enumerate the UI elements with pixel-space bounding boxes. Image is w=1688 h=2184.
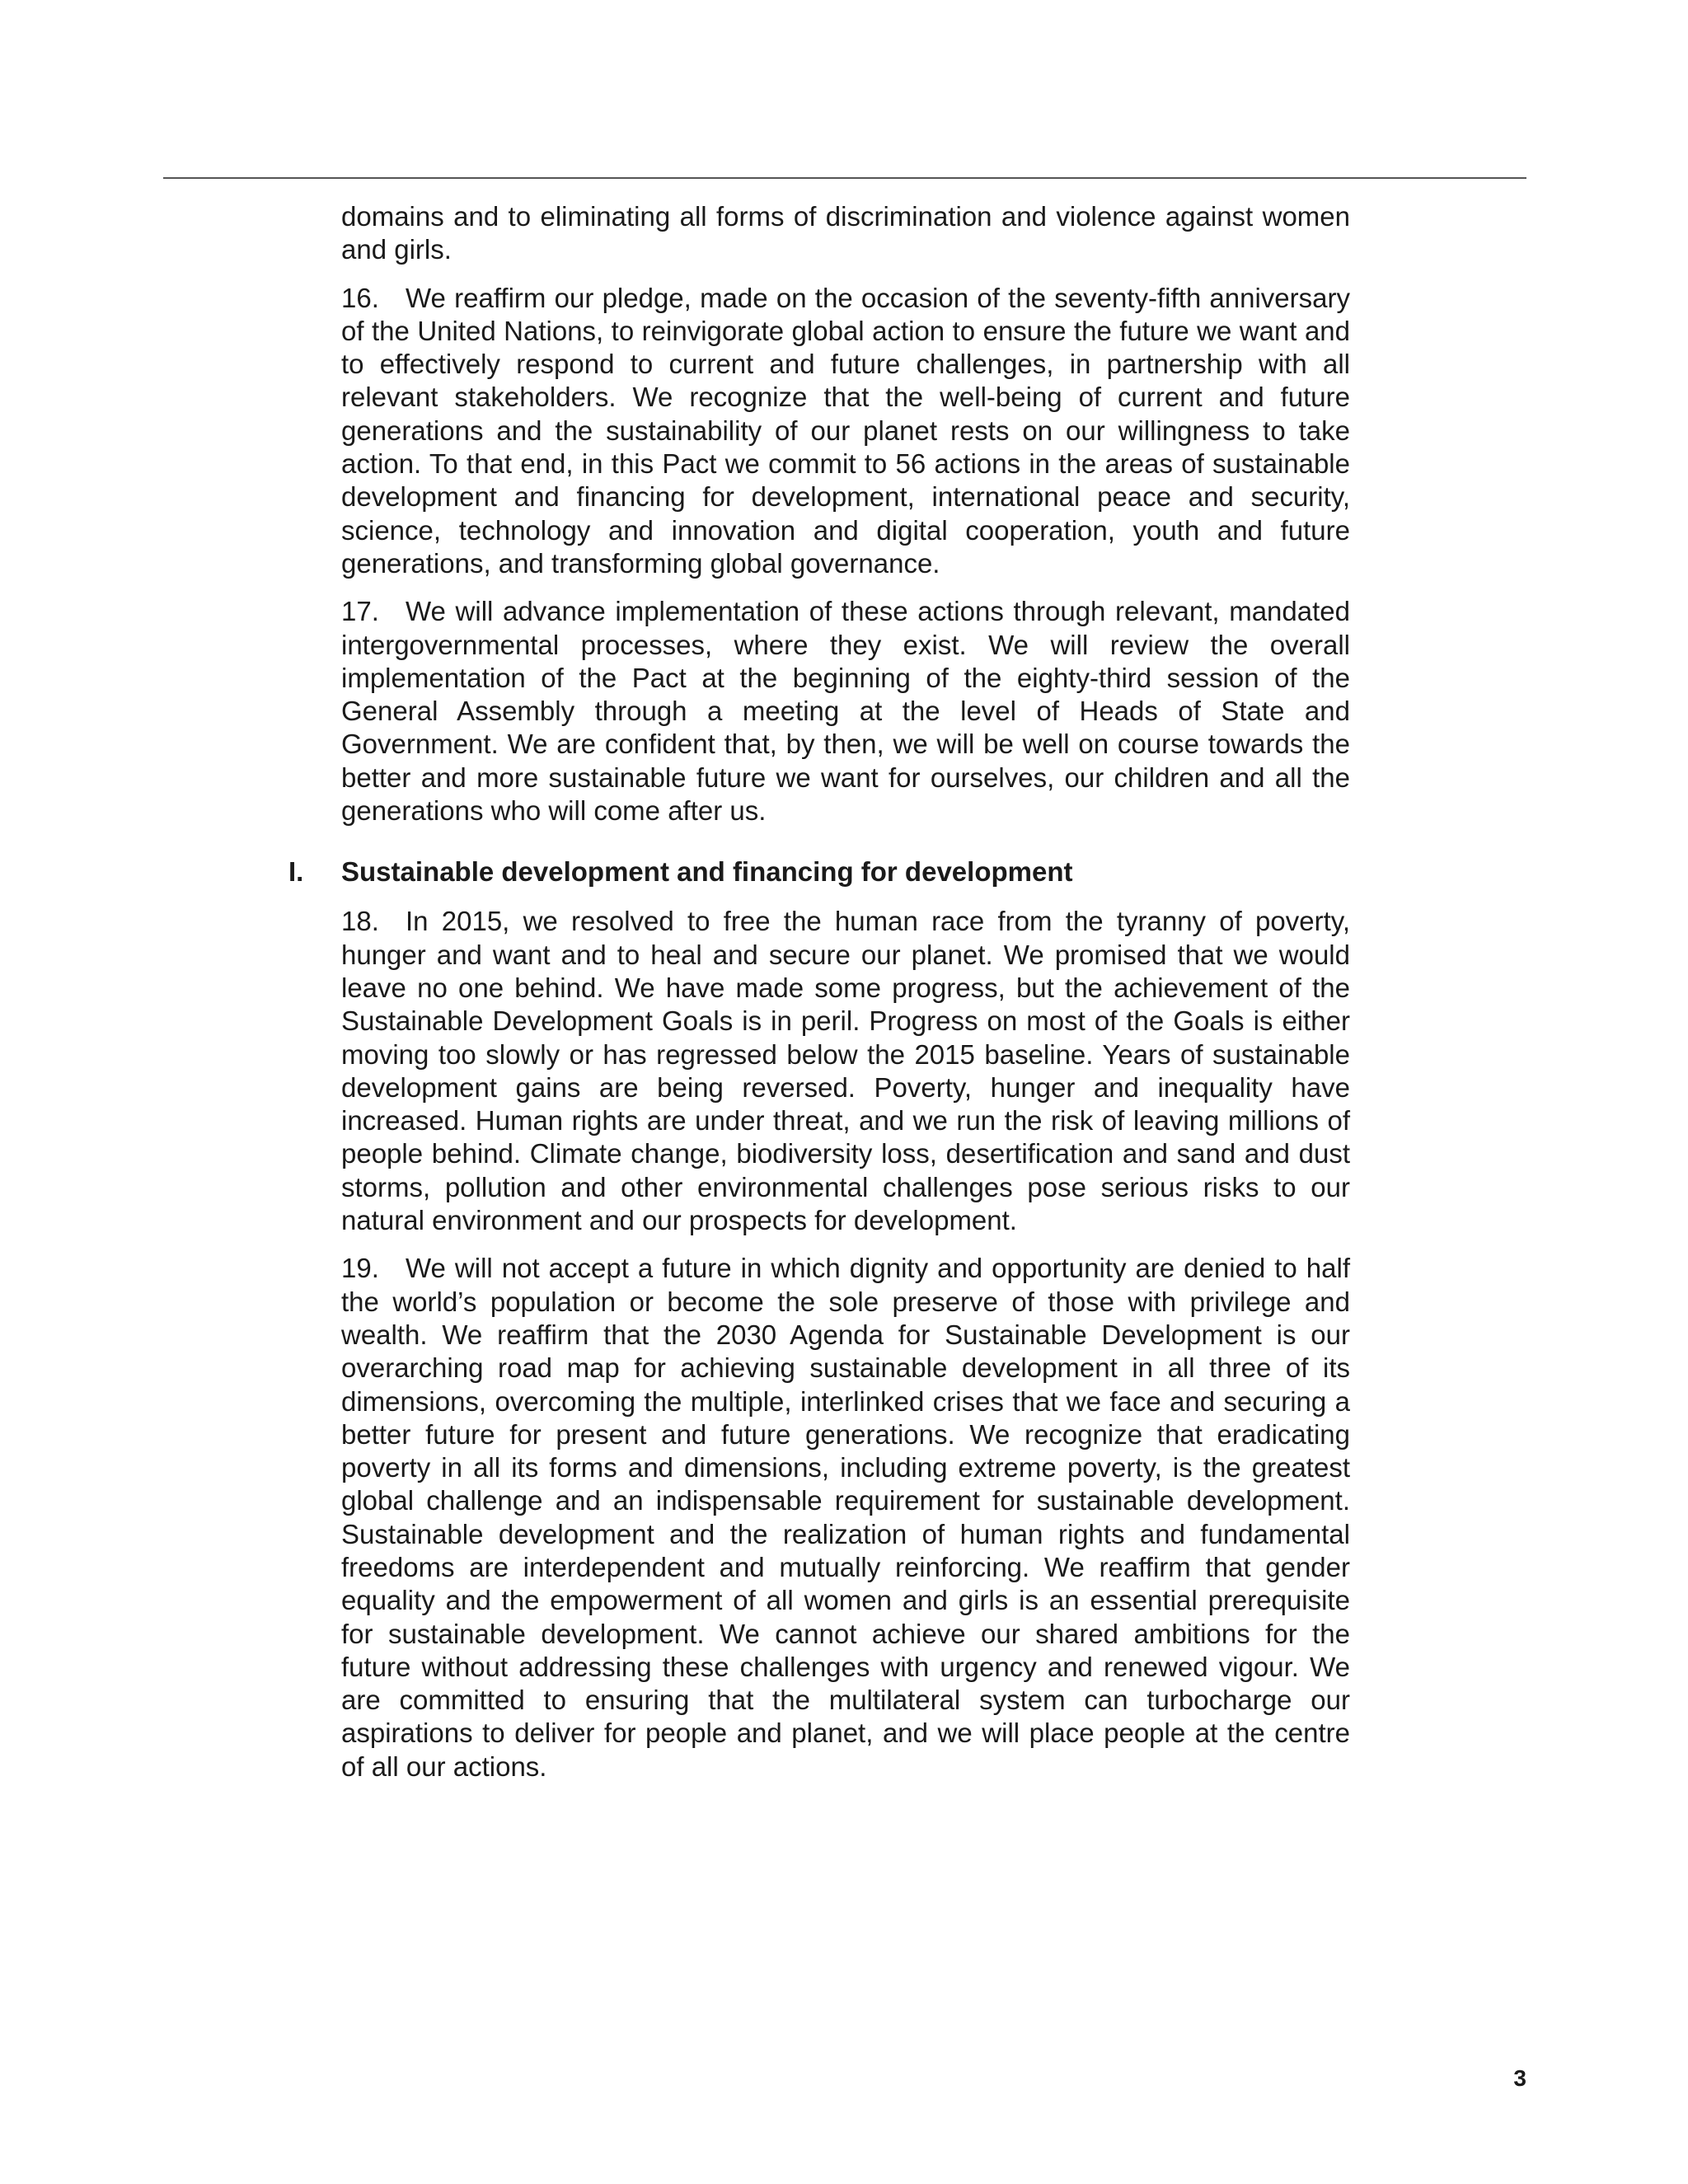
section-heading bbox=[288, 855, 1350, 888]
header-rule bbox=[163, 177, 1526, 179]
section-title: Sustainable development and financing for development bbox=[341, 856, 1073, 888]
paragraph-16 bbox=[341, 282, 1350, 581]
paragraph-15-continued bbox=[341, 200, 1350, 267]
section-numeral: I. bbox=[288, 856, 304, 888]
document-body bbox=[288, 200, 1350, 1798]
paragraph-text: In 2015, we resolved to free the human race from the tyranny of poverty, hunger and want and to heal and secure our planet. We promised that we would leave no one behind. We have made some progress, but the achievement of the Sustainable Development Goals is in peril. Progress on most of the Goals is either moving too slowly or has regressed below the 2015 baseline. Years of sustainable development gains are being reversed. Poverty, hunger and inequality have increased. Human rights are under threat, and we run the risk of leaving millions of people behind. Climate change, biodiversity loss, desertification and sand and dust storms, pollution and other environmental challenges pose serious risks to our natural environment and our prospects for development. bbox=[341, 906, 1350, 1236]
paragraph-17 bbox=[341, 595, 1350, 827]
paragraph-number: 16. bbox=[341, 282, 379, 313]
paragraph-number: 17. bbox=[341, 596, 379, 627]
paragraph-text: We will advance implementation of these actions through relevant, mandated intergovernmental processes, where they exist. We will review the overall implementation of the Pact at the beginning of the eighty-third session of the General Assembly through a meeting at the level of Heads of State and Government. We are confident that, by then, we will be well on course towards the better and more sustainable future we want for ourselves, our children and all the generations who will come after us. bbox=[341, 596, 1350, 827]
paragraph-text: We reaffirm our pledge, made on the occasion of the seventy-fifth anniversary of the United Nations, to reinvigorate global action to ensure the future we want and to effectively respond to current and future challenges, in partnership with all relevant stakeholders. We recognize that the well-being of current and future generations and the sustainability of our planet rests on our willingness to take action. To that end, in this Pact we commit to 56 actions in the areas of sustainable development and financing for development, international peace and security, science, technology and innovation and digital cooperation, youth and future generations, and transforming global governance. bbox=[341, 282, 1350, 579]
paragraph-text: domains and to eliminating all forms of discrimination and violence against women and girls. bbox=[341, 201, 1350, 265]
page-number: 3 bbox=[1513, 2065, 1526, 2091]
paragraph-19 bbox=[341, 1252, 1350, 1783]
paragraph-number: 18. bbox=[341, 906, 379, 937]
paragraph-18 bbox=[341, 905, 1350, 1237]
paragraph-number: 19. bbox=[341, 1253, 379, 1284]
paragraph-text: We will not accept a future in which dignity and opportunity are denied to half the world’s population or become the sole preserve of those with privilege and wealth. We reaffirm that the 2030 Agenda for Sustainable Development is our overarching road map for achieving sustainable development in all three of its dimensions, overcoming the multiple, interlinked crises that we face and securing a better future for present and future generations. We recognize that eradicating poverty in all its forms and dimensions, including extreme poverty, is the greatest global challenge and an indispensable requirement for sustainable development. Sustainable development and the realization of human rights and fundamental freedoms are interdependent and mutually reinforcing. We reaffirm that gender equality and the empowerment of all women and girls is an essential prerequisite for sustainable development. We cannot achieve our shared ambitions for the future without addressing these challenges with urgency and renewed vigour. We are committed to ensuring that the multilateral system can turbocharge our aspirations to deliver for people and planet, and we will place people at the centre of all our actions. bbox=[341, 1253, 1350, 1782]
